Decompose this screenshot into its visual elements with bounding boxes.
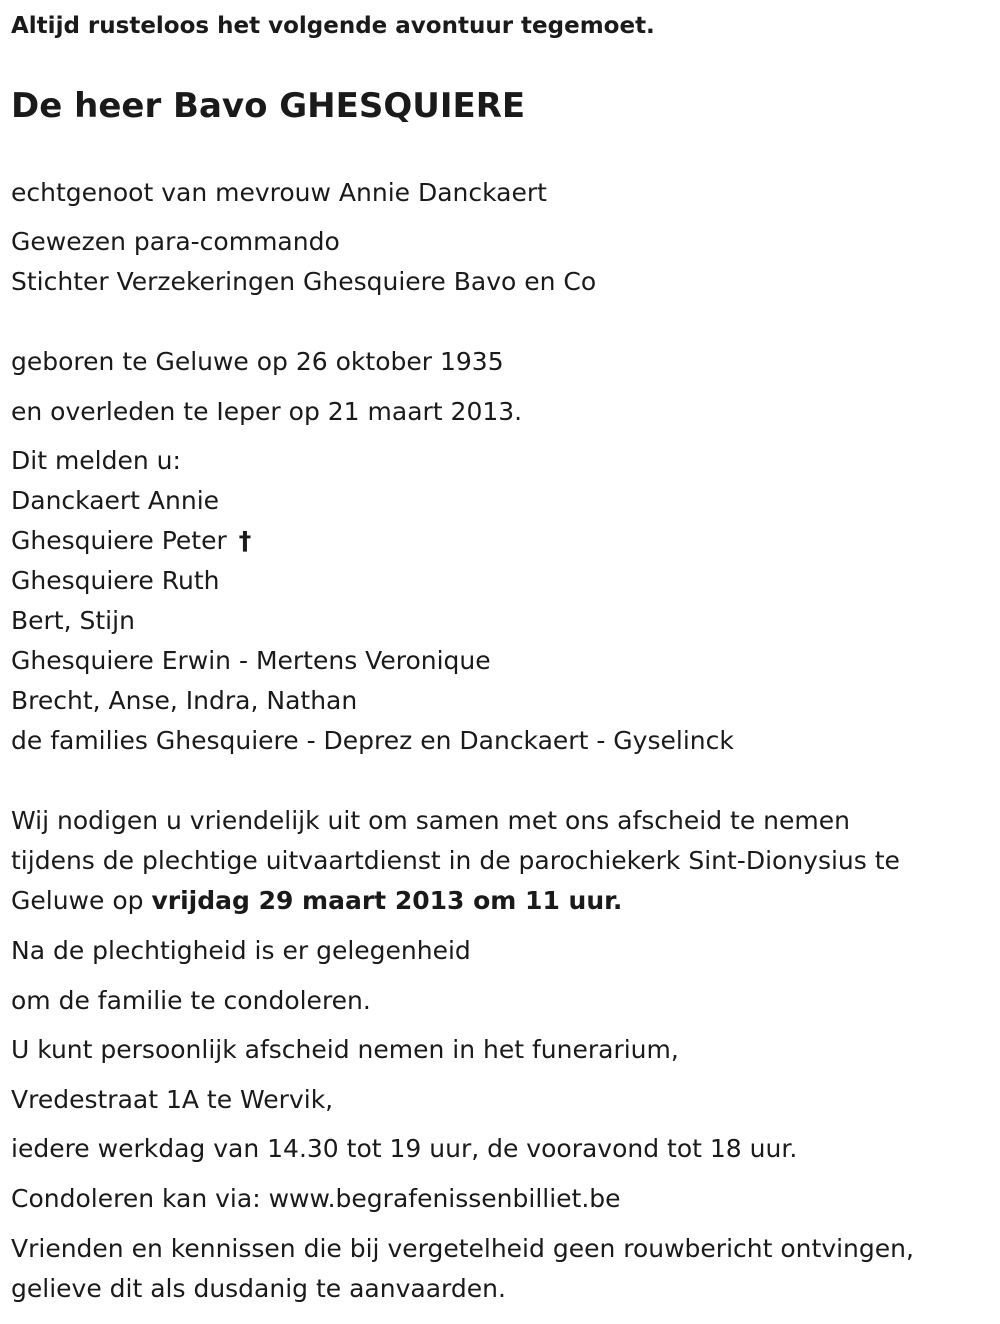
- announcer-line: Danckaert Annie: [11, 486, 220, 515]
- funeral-home-line: U kunt persoonlijk afscheid nemen in het funerarium,: [11, 1035, 679, 1064]
- after-ceremony-line: om de familie te condoleren.: [11, 986, 371, 1015]
- invitation-line: Wij nodigen u vriendelijk uit om samen met ons afscheid te nemen: [11, 806, 850, 835]
- announcer-line: de families Ghesquiere - Deprez en Danckaert - Gyselinck: [11, 726, 734, 755]
- invitation-prefix: Geluwe op: [11, 886, 152, 915]
- role-line: Gewezen para-commando: [11, 227, 340, 256]
- closing-line: Vrienden en kennissen die bij vergetelheid geen rouwbericht ontvingen,: [11, 1234, 914, 1263]
- announcer-name: Ghesquiere Peter: [11, 526, 227, 555]
- closing-line: gelieve dit als dusdanig te aanvaarden.: [11, 1274, 506, 1303]
- invitation-block: [11, 801, 900, 921]
- announcer-line: Ghesquiere Ruth: [11, 566, 220, 595]
- invitation-line: [11, 881, 900, 921]
- announcer-line: Brecht, Anse, Indra, Nathan: [11, 686, 358, 715]
- announcers-intro: Dit melden u:: [11, 446, 181, 475]
- closing-block: [11, 1229, 914, 1309]
- after-ceremony-line: Na de plechtigheid is er gelegenheid: [11, 936, 471, 965]
- announcer-line: Ghesquiere Erwin - Mertens Veronique: [11, 646, 491, 675]
- roles-block: [11, 222, 596, 302]
- deceased-name: De heer Bavo GHESQUIERE: [11, 86, 526, 126]
- invitation-line: tijdens de plechtige uitvaartdienst in de parochiekerk Sint-Dionysius te: [11, 846, 900, 875]
- death-line: en overleden te Ieper op 21 maart 2013.: [11, 397, 523, 426]
- birth-line: geboren te Geluwe op 26 oktober 1935: [11, 347, 504, 376]
- announcer-line-with-cross: [11, 521, 734, 561]
- cross-icon: †: [238, 526, 252, 555]
- condolence-line: Condoleren kan via: www.begrafenissenbilliet.be: [11, 1184, 621, 1213]
- spouse-line: echtgenoot van mevrouw Annie Danckaert: [11, 178, 547, 207]
- role-line: Stichter Verzekeringen Ghesquiere Bavo en Co: [11, 267, 597, 296]
- announcer-line: Bert, Stijn: [11, 606, 135, 635]
- ceremony-datetime: vrijdag 29 maart 2013 om 11 uur.: [151, 886, 623, 915]
- announcers-block: [11, 441, 734, 761]
- funeral-home-address: Vredestraat 1A te Wervik,: [11, 1085, 334, 1114]
- visiting-hours: iedere werkdag van 14.30 tot 19 uur, de vooravond tot 18 uur.: [11, 1134, 798, 1163]
- motto: Altijd rusteloos het volgende avontuur tegemoet.: [11, 13, 655, 39]
